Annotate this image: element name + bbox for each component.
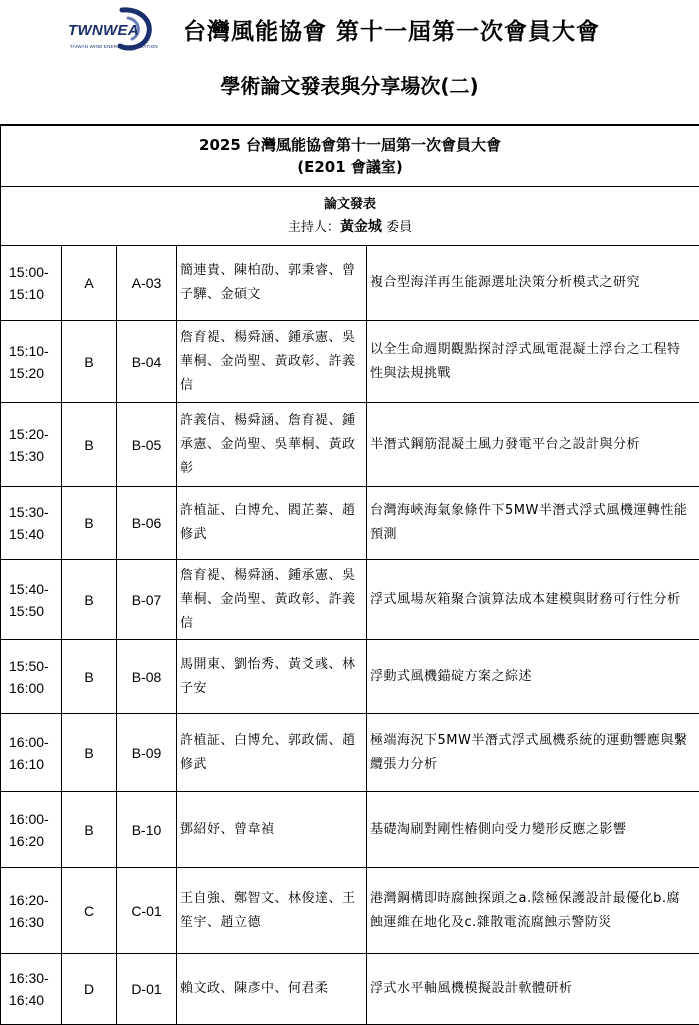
time-start: 16:20- bbox=[9, 889, 61, 911]
table-header-row bbox=[1, 125, 699, 187]
time-cell bbox=[1, 321, 62, 403]
session-subtitle: 學術論文發表與分享場次(二) bbox=[0, 70, 699, 99]
table-row bbox=[1, 640, 699, 714]
authors-cell: 簡連貴、陳柏劭、郭秉睿、曾子驊、金碩文 bbox=[177, 246, 367, 321]
authors-cell: 許植証、白博允、郭政儒、趙修武 bbox=[177, 714, 367, 792]
paper-code-cell: B-04 bbox=[117, 321, 177, 403]
paper-title-cell: 港灣鋼構即時腐蝕探頭之a.陰極保護設計最優化b.腐蝕運維在地化及c.雜散電流腐蝕示警防災 bbox=[367, 868, 699, 954]
host-name: 黃金城 bbox=[340, 219, 382, 235]
page-title: 台灣風能協會 第十一屆第一次會員大會 bbox=[183, 13, 600, 46]
paper-title-cell: 浮式風場灰箱聚合演算法成本建模與財務可行性分析 bbox=[367, 560, 699, 640]
track-cell: B bbox=[62, 792, 117, 868]
time-end: 16:10 bbox=[9, 753, 61, 775]
time-cell bbox=[1, 792, 62, 868]
time-end: 16:40 bbox=[9, 989, 61, 1011]
paper-title-cell: 台灣海峽海氣象條件下5MW半潛式浮式風機運轉性能預測 bbox=[367, 487, 699, 560]
paper-code-cell: C-01 bbox=[117, 868, 177, 954]
time-start: 15:50- bbox=[9, 655, 61, 677]
time-start: 16:30- bbox=[9, 967, 61, 989]
host-line bbox=[1, 216, 699, 239]
paper-code-cell: B-07 bbox=[117, 560, 177, 640]
section-header-row bbox=[1, 187, 699, 246]
paper-code-cell: B-08 bbox=[117, 640, 177, 714]
paper-code-cell: B-06 bbox=[117, 487, 177, 560]
authors-cell: 王自強、鄭智文、林俊達、王笙宇、趙立德 bbox=[177, 868, 367, 954]
table-row bbox=[1, 868, 699, 954]
table-row bbox=[1, 487, 699, 560]
paper-title-cell: 複合型海洋再生能源選址決策分析模式之研究 bbox=[367, 246, 699, 321]
table-row bbox=[1, 714, 699, 792]
time-cell bbox=[1, 714, 62, 792]
table-header bbox=[1, 125, 699, 187]
track-cell: B bbox=[62, 403, 117, 487]
logo-text: TWNWEA bbox=[68, 22, 139, 39]
authors-cell: 鄧紹妤、曾韋禎 bbox=[177, 792, 367, 868]
paper-title-cell: 基礎淘刷對剛性樁側向受力變形反應之影響 bbox=[367, 792, 699, 868]
authors-cell: 詹育褆、楊舜涵、鍾承憲、吳華桐、金尚聖、黃政彰、許義信 bbox=[177, 321, 367, 403]
paper-title-cell: 浮動式風機錨碇方案之綜述 bbox=[367, 640, 699, 714]
table-row bbox=[1, 792, 699, 868]
table-row bbox=[1, 403, 699, 487]
time-cell bbox=[1, 868, 62, 954]
schedule-table bbox=[0, 124, 699, 1025]
time-end: 16:00 bbox=[9, 677, 61, 699]
table-row bbox=[1, 560, 699, 640]
paper-code-cell: B-09 bbox=[117, 714, 177, 792]
time-start: 15:10- bbox=[9, 340, 61, 362]
host-role: 委員 bbox=[386, 220, 412, 235]
table-row bbox=[1, 954, 699, 1025]
paper-code-cell: B-05 bbox=[117, 403, 177, 487]
paper-code-cell: B-10 bbox=[117, 792, 177, 868]
track-cell: A bbox=[62, 246, 117, 321]
time-cell bbox=[1, 640, 62, 714]
time-start: 15:20- bbox=[9, 423, 61, 445]
table-row bbox=[1, 246, 699, 321]
paper-code-cell: D-01 bbox=[117, 954, 177, 1025]
authors-cell: 賴文政、陳彥中、何君柔 bbox=[177, 954, 367, 1025]
host-label: 主持人： bbox=[288, 220, 340, 235]
time-start: 15:30- bbox=[9, 501, 61, 523]
time-cell bbox=[1, 403, 62, 487]
authors-cell: 許義信、楊舜涵、詹育褆、鍾承憲、金尚聖、吳華桐、黃政彰 bbox=[177, 403, 367, 487]
time-cell bbox=[1, 246, 62, 321]
time-end: 15:10 bbox=[9, 283, 61, 305]
track-cell: B bbox=[62, 560, 117, 640]
track-cell: B bbox=[62, 321, 117, 403]
track-cell: C bbox=[62, 868, 117, 954]
time-start: 15:40- bbox=[9, 578, 61, 600]
header-line-2: (E201 會議室) bbox=[1, 156, 699, 178]
time-end: 16:30 bbox=[9, 911, 61, 933]
section-header bbox=[1, 187, 699, 246]
paper-title-cell: 浮式水平軸風機模擬設計軟體研析 bbox=[367, 954, 699, 1025]
time-cell bbox=[1, 560, 62, 640]
time-start: 15:00- bbox=[9, 261, 61, 283]
section-title: 論文發表 bbox=[1, 194, 699, 216]
paper-code-cell: A-03 bbox=[117, 246, 177, 321]
twnwea-logo bbox=[62, 6, 154, 54]
time-start: 16:00- bbox=[9, 808, 61, 830]
header-line-1: 2025 台灣風能協會第十一屆第一次會員大會 bbox=[1, 134, 699, 156]
authors-cell: 馬開東、劉怡秀、黃爻彧、林子安 bbox=[177, 640, 367, 714]
track-cell: B bbox=[62, 487, 117, 560]
time-end: 15:50 bbox=[9, 600, 61, 622]
paper-title-cell: 以全生命週期觀點探討浮式風電混凝土浮台之工程特性與法規挑戰 bbox=[367, 321, 699, 403]
paper-title-cell: 極端海況下5MW半潛式浮式風機系統的運動響應與繫纜張力分析 bbox=[367, 714, 699, 792]
paper-title-cell: 半潛式鋼筋混凝土風力發電平台之設計與分析 bbox=[367, 403, 699, 487]
time-end: 16:20 bbox=[9, 830, 61, 852]
time-cell bbox=[1, 954, 62, 1025]
track-cell: B bbox=[62, 714, 117, 792]
track-cell: B bbox=[62, 640, 117, 714]
time-end: 15:20 bbox=[9, 362, 61, 384]
authors-cell: 詹育褆、楊舜涵、鍾承憲、吳華桐、金尚聖、黃政彰、許義信 bbox=[177, 560, 367, 640]
time-end: 15:40 bbox=[9, 523, 61, 545]
time-cell bbox=[1, 487, 62, 560]
time-end: 15:30 bbox=[9, 445, 61, 467]
time-start: 16:00- bbox=[9, 731, 61, 753]
authors-cell: 許植証、白博允、閻芷蓁、趙修武 bbox=[177, 487, 367, 560]
table-row bbox=[1, 321, 699, 403]
logo-subtext: TAIWAN WIND ENERGY ASSOCIATION bbox=[70, 44, 158, 49]
track-cell: D bbox=[62, 954, 117, 1025]
